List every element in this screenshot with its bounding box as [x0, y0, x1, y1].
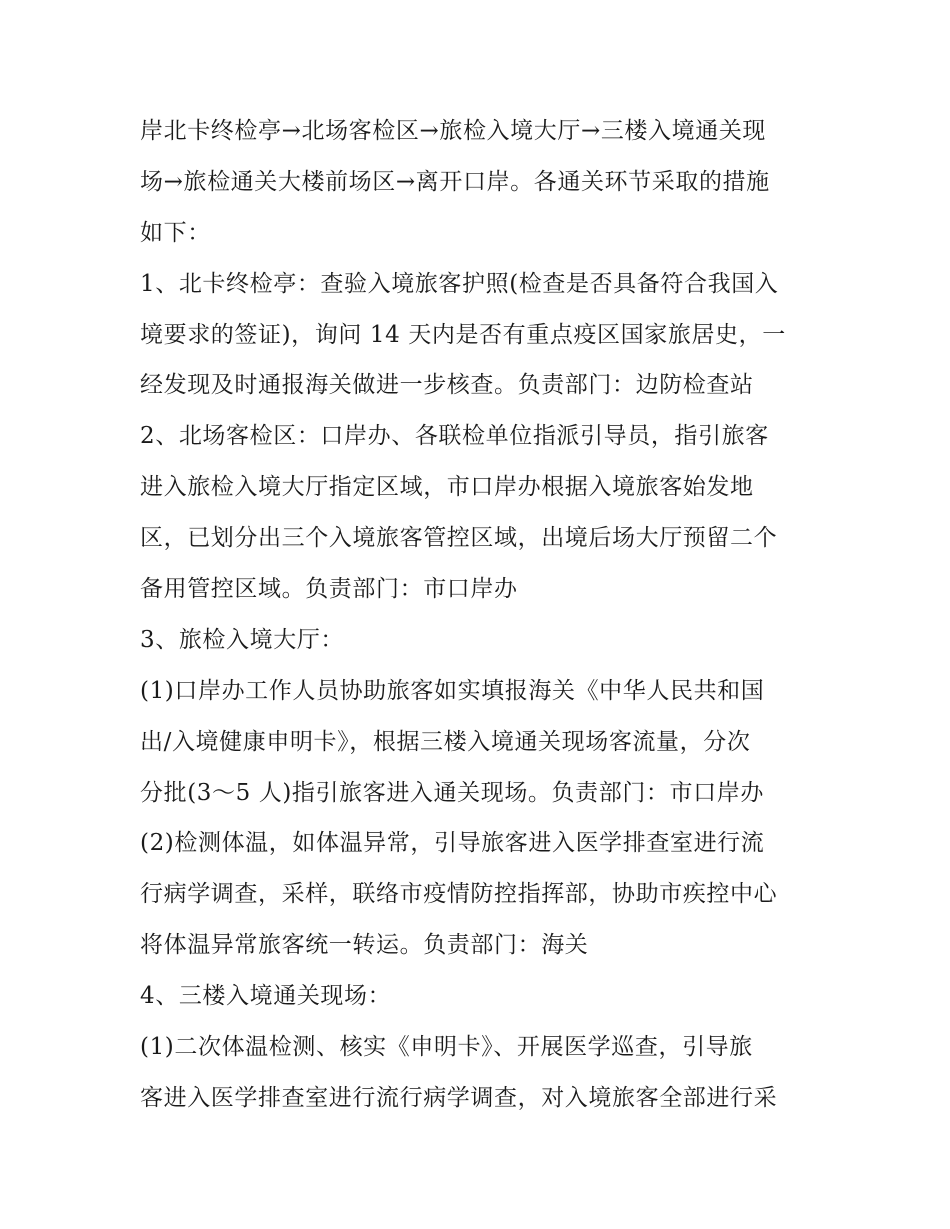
text-line: 客进入医学排查室进行流行病学调查，对入境旅客全部进行采: [140, 1084, 778, 1111]
section-heading-1: 1、北卡终检亭：查验入境旅客护照(检查是否具备符合我国入: [140, 270, 779, 297]
section-heading-3: 3、旅检入境大厅：: [140, 626, 345, 653]
text-line: 经发现及时通报海关做进一步核查。负责部门：边防检查站: [140, 372, 754, 399]
document-body: [140, 106, 820, 1124]
text-line: 岸北卡终检亭→北场客检区→旅检入境大厅→三楼入境通关现: [140, 118, 767, 144]
list-item-start: (1)二次体温检测、核实《申明卡》、开展医学巡查，引导旅: [140, 1034, 753, 1061]
text-line: 进入旅检入境大厅指定区域，市口岸办根据入境旅客始发地: [140, 474, 754, 501]
text-line: 场→旅检通关大楼前场区→离开口岸。各通关环节采取的措施: [140, 168, 770, 195]
text-line: 分批(3～5 人)指引旅客进入通关现场。负责部门：市口岸办: [140, 779, 764, 806]
list-item-start: (2)检测体温，如体温异常，引导旅客进入医学排查室进行流: [140, 830, 765, 857]
text-line: 如下：: [140, 219, 211, 246]
text-line: 行病学调查，采样，联络市疫情防控指挥部，协助市疾控中心: [140, 881, 778, 908]
text-line: 出/入境健康申明卡》，根据三楼入境通关现场客流量，分次: [140, 728, 751, 755]
text-line: 备用管控区域。负责部门：市口岸办: [140, 576, 518, 603]
section-heading-4: 4、三楼入境通关现场：: [140, 983, 392, 1010]
text-line: 境要求的签证)，询问 14 天内是否有重点疫区国家旅居史，一: [140, 321, 786, 348]
list-item-start: (1)口岸办工作人员协助旅客如实填报海关《中华人民共和国: [140, 677, 765, 704]
text-line: 将体温异常旅客统一转运。负责部门：海关: [140, 932, 589, 959]
text-line: 区，已划分出三个入境旅客管控区域，出境后场大厅预留二个: [140, 525, 778, 552]
section-heading-2: 2、北场客检区：口岸办、各联检单位指派引导员，指引旅客: [140, 423, 769, 450]
